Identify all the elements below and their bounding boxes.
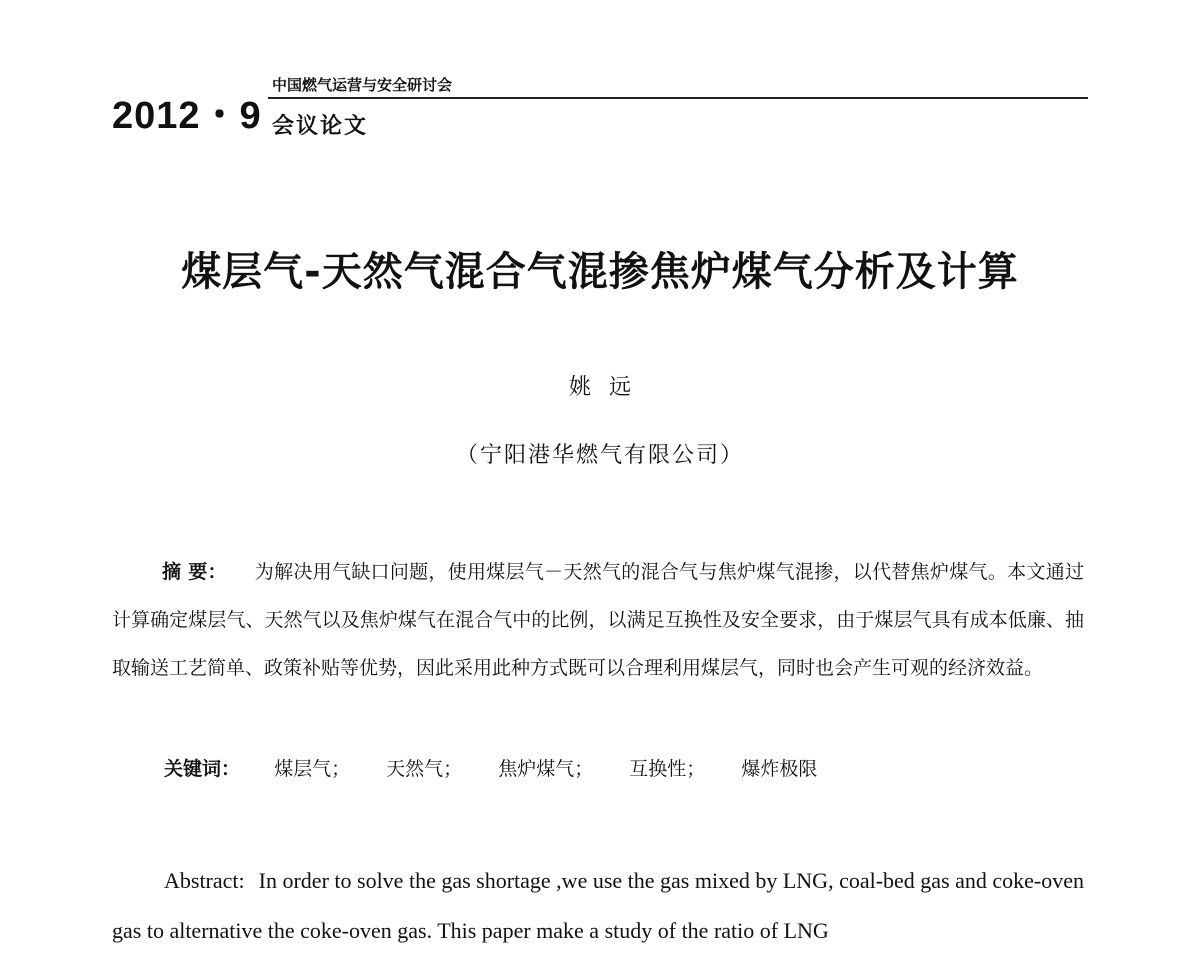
abstract-english [112, 856, 1084, 956]
abstract-english-label: Abstract: [164, 868, 245, 893]
issue-number: 2012・9 [112, 95, 262, 137]
keywords-line [164, 754, 847, 781]
conference-name: 中国燃气运营与安全研讨会 [272, 76, 453, 94]
keyword-item: 煤层气； [274, 758, 351, 780]
abstract-chinese-text: 为解决用气缺口问题，使用煤层气－天然气的混合气与焦炉煤气混掺，以代替焦炉煤气。本文通过计算确定煤层气、天然气以及焦炉煤气在混合气中的比例，以满足互换性及安全要求，由于煤层气具有成本低廉、抽取输送工艺简单、政策补贴等优势，因此采用此种方式既可以合理利用煤层气，同时也会产生可观的经济效益。 [112, 561, 1084, 679]
keyword-item: 焦炉煤气； [498, 758, 594, 780]
abstract-english-text: In order to solve the gas shortage ,we use the gas mixed by LNG, coal-bed gas and coke-oven gas to alternative the coke-oven gas. This paper make a study of the ratio of LNG [112, 868, 1085, 943]
keyword-item: 互换性； [629, 758, 706, 780]
abstract-chinese-label: 摘 要： [162, 561, 227, 583]
abstract-chinese [112, 548, 1084, 692]
keywords-label: 关键词： [164, 758, 241, 780]
keyword-item: 爆炸极限 [741, 758, 818, 780]
paper-title: 煤层气-天然气混合气混掺焦炉煤气分析及计算 [181, 249, 1019, 295]
keyword-item: 天然气； [386, 758, 463, 780]
header-rule [268, 97, 1088, 99]
author-affiliation: （宁阳港华燃气有限公司） [455, 443, 744, 468]
author-name: 姚远 [568, 375, 649, 400]
proceedings-label: 会议论文 [272, 113, 369, 139]
